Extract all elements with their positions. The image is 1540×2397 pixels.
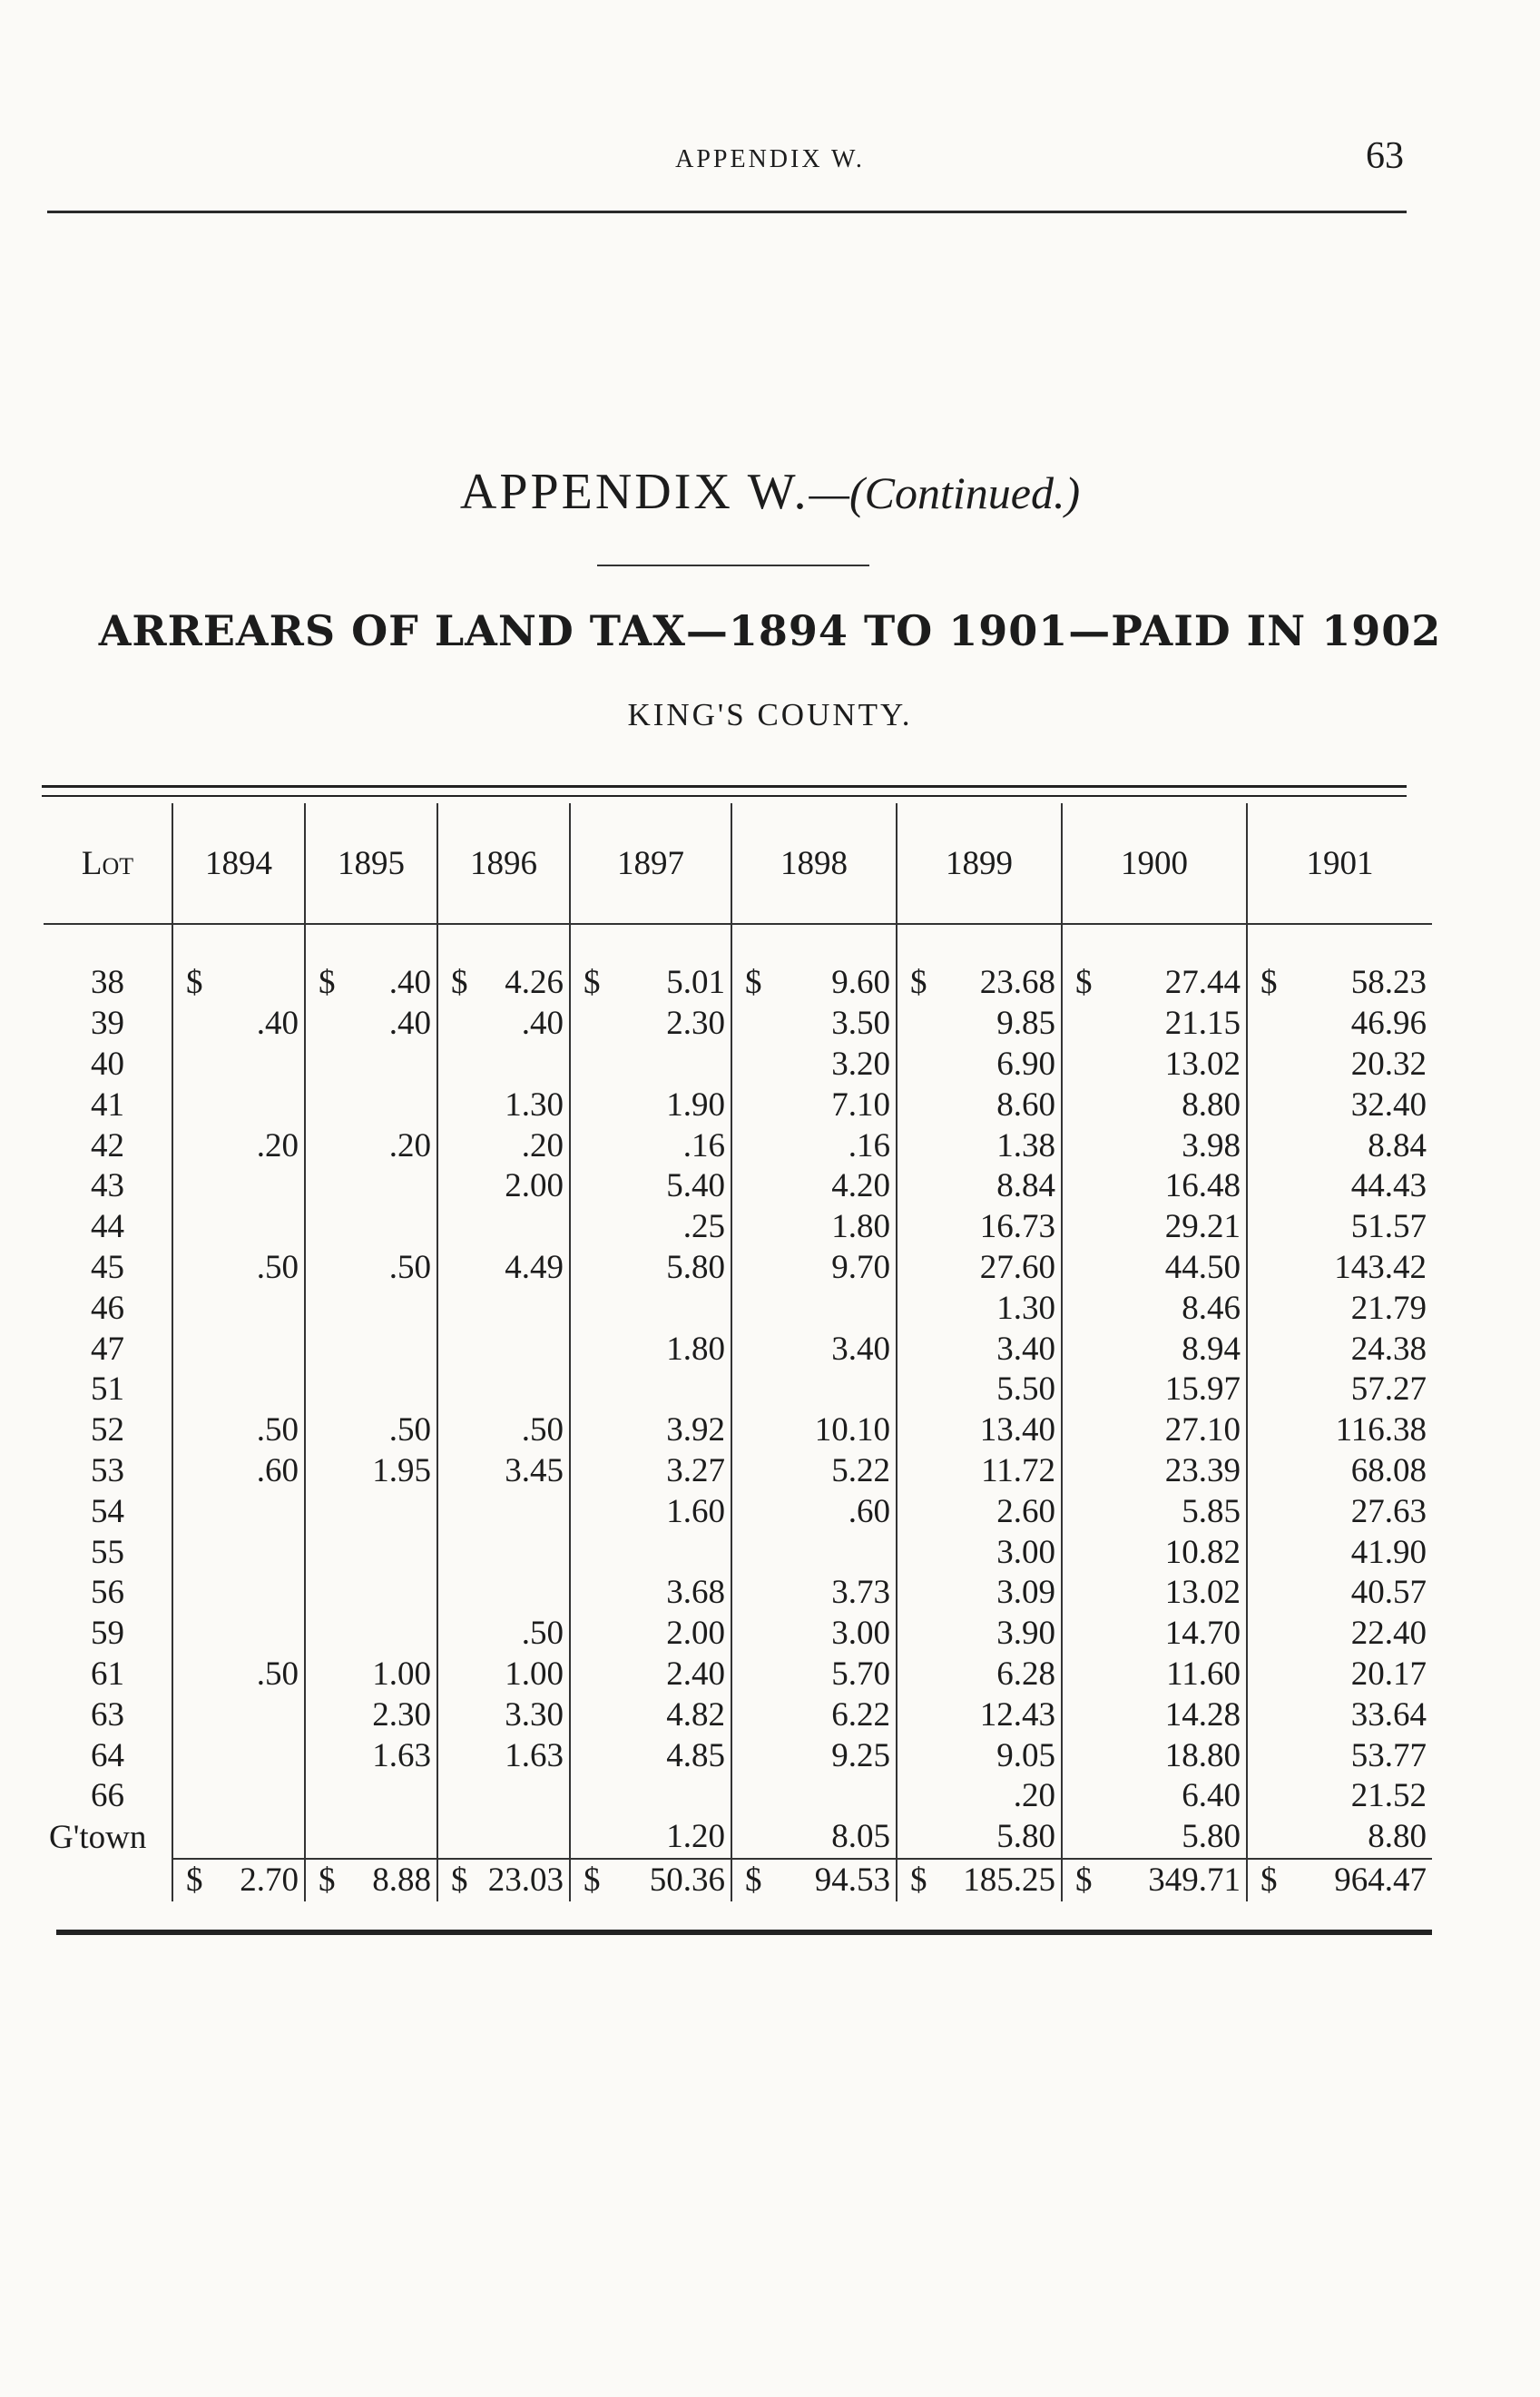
- value-cell: [437, 1207, 570, 1248]
- total-cell: $ 185.25: [897, 1859, 1062, 1901]
- value-cell: 4.20: [731, 1166, 897, 1207]
- value-cell: 27.60: [897, 1248, 1062, 1289]
- value-cell: [172, 1207, 305, 1248]
- table-row: [44, 1045, 1432, 1086]
- lot-cell: 40: [91, 1045, 124, 1083]
- table-row: [44, 1695, 1432, 1735]
- lot-cell: 53: [91, 1451, 124, 1489]
- lot-cell: 59: [91, 1615, 124, 1653]
- value-cell: 9.70: [731, 1248, 897, 1289]
- value-cell: 9.85: [897, 1004, 1062, 1045]
- value-cell: 8.80: [1247, 1817, 1432, 1859]
- value-cell: [305, 1288, 437, 1329]
- value-cell: 24.38: [1247, 1329, 1432, 1370]
- value-cell: 20.17: [1247, 1655, 1432, 1695]
- table-bottom-rule: [56, 1930, 1432, 1935]
- value-cell: 1.90: [570, 1085, 731, 1125]
- lot-cell: 42: [91, 1126, 124, 1164]
- value-cell: 8.94: [1062, 1329, 1247, 1370]
- value-cell: 18.80: [1062, 1735, 1247, 1776]
- value-cell: [305, 1085, 437, 1125]
- value-cell: 41.90: [1247, 1532, 1432, 1573]
- value-cell: 3.98: [1062, 1125, 1247, 1166]
- value-cell: 5.50: [897, 1370, 1062, 1410]
- value-cell: 21.79: [1247, 1288, 1432, 1329]
- table-row: [44, 1207, 1432, 1248]
- value-cell: .50: [437, 1614, 570, 1655]
- value-cell: 3.30: [437, 1695, 570, 1735]
- value-cell: [437, 1045, 570, 1086]
- value-cell: 13.02: [1062, 1573, 1247, 1614]
- value-cell: 5.22: [731, 1451, 897, 1492]
- value-cell: .20: [172, 1125, 305, 1166]
- lot-cell: 64: [91, 1736, 124, 1774]
- value-cell: [305, 1573, 437, 1614]
- table-header-row: [44, 803, 1432, 924]
- value-cell: $ 23.68: [897, 963, 1062, 1004]
- appendix-continued: —(Continued.): [809, 467, 1081, 518]
- value-cell: 23.39: [1062, 1451, 1247, 1492]
- value-cell: 12.43: [897, 1695, 1062, 1735]
- table-row: [44, 1614, 1432, 1655]
- value-cell: 33.64: [1247, 1695, 1432, 1735]
- column-header-1894: 1894: [172, 803, 305, 924]
- value-cell: 4.85: [570, 1735, 731, 1776]
- value-cell: 5.85: [1062, 1491, 1247, 1532]
- column-header-1900: 1900: [1062, 803, 1247, 924]
- value-cell: [570, 1776, 731, 1817]
- value-cell: $ 5.01: [570, 963, 731, 1004]
- arrears-table: [44, 803, 1432, 1901]
- table-top-rule-inner: [42, 795, 1407, 797]
- value-cell: 5.40: [570, 1166, 731, 1207]
- value-cell: 40.57: [1247, 1573, 1432, 1614]
- value-cell: .20: [897, 1776, 1062, 1817]
- lot-cell: 66: [91, 1777, 124, 1815]
- value-cell: [305, 1045, 437, 1086]
- lot-cell: 51: [91, 1370, 124, 1409]
- value-cell: 2.60: [897, 1491, 1062, 1532]
- lot-cell: 41: [91, 1086, 124, 1124]
- table-row: [44, 1817, 1432, 1859]
- lot-cell: 46: [91, 1289, 124, 1327]
- value-cell: [570, 1288, 731, 1329]
- value-cell: .40: [172, 1004, 305, 1045]
- lot-cell: 45: [91, 1248, 124, 1286]
- value-cell: .60: [172, 1451, 305, 1492]
- value-cell: [172, 1695, 305, 1735]
- value-cell: [731, 1370, 897, 1410]
- value-cell: 32.40: [1247, 1085, 1432, 1125]
- value-cell: 22.40: [1247, 1614, 1432, 1655]
- value-cell: .16: [570, 1125, 731, 1166]
- value-cell: 10.82: [1062, 1532, 1247, 1573]
- value-cell: 2.00: [570, 1614, 731, 1655]
- value-cell: .50: [437, 1410, 570, 1451]
- value-cell: 10.10: [731, 1410, 897, 1451]
- value-cell: 3.00: [731, 1614, 897, 1655]
- value-cell: 3.92: [570, 1410, 731, 1451]
- value-cell: [731, 1532, 897, 1573]
- table-row: [44, 1451, 1432, 1492]
- table-row: [44, 1125, 1432, 1166]
- value-cell: 13.02: [1062, 1045, 1247, 1086]
- value-cell: 3.09: [897, 1573, 1062, 1614]
- column-header-1896: 1896: [437, 803, 570, 924]
- table-row: [44, 1735, 1432, 1776]
- value-cell: 21.15: [1062, 1004, 1247, 1045]
- value-cell: [172, 1532, 305, 1573]
- table-row: [44, 1004, 1432, 1045]
- county-subtitle: KING'S COUNTY.: [627, 697, 913, 732]
- value-cell: [172, 1045, 305, 1086]
- value-cell: [305, 1532, 437, 1573]
- lot-cell: 55: [91, 1533, 124, 1571]
- value-cell: .50: [305, 1410, 437, 1451]
- table-row: [44, 1288, 1432, 1329]
- value-cell: 29.21: [1062, 1207, 1247, 1248]
- value-cell: 1.95: [305, 1451, 437, 1492]
- value-cell: 46.96: [1247, 1004, 1432, 1045]
- header-rule: [47, 211, 1407, 213]
- column-header-1898: 1898: [731, 803, 897, 924]
- value-cell: $ .40: [305, 963, 437, 1004]
- value-cell: 1.30: [897, 1288, 1062, 1329]
- value-cell: 1.60: [570, 1491, 731, 1532]
- value-cell: [731, 1288, 897, 1329]
- lot-cell: G'town: [49, 1818, 147, 1856]
- value-cell: 53.77: [1247, 1735, 1432, 1776]
- value-cell: [305, 1370, 437, 1410]
- total-cell: $ 349.71: [1062, 1859, 1247, 1901]
- table-body: [44, 924, 1432, 1901]
- value-cell: [731, 1776, 897, 1817]
- value-cell: [172, 1614, 305, 1655]
- value-cell: [172, 1491, 305, 1532]
- total-cell: $ 8.88: [305, 1859, 437, 1901]
- value-cell: [437, 1370, 570, 1410]
- table-row: [44, 1573, 1432, 1614]
- value-cell: 68.08: [1247, 1451, 1432, 1492]
- value-cell: 4.49: [437, 1248, 570, 1289]
- value-cell: 1.80: [731, 1207, 897, 1248]
- main-title: ARREARS OF LAND TAX—1894 TO 1901—PAID IN 1902: [98, 606, 1442, 655]
- table-row: [44, 963, 1432, 1004]
- value-cell: $ 9.60: [731, 963, 897, 1004]
- value-cell: 3.27: [570, 1451, 731, 1492]
- table-row: [44, 1166, 1432, 1207]
- value-cell: [437, 1288, 570, 1329]
- table-spacer-row: [44, 924, 1432, 963]
- total-cell: $ 964.47: [1247, 1859, 1432, 1901]
- total-cell: $ 23.03: [437, 1859, 570, 1901]
- value-cell: $: [172, 963, 305, 1004]
- value-cell: 20.32: [1247, 1045, 1432, 1086]
- value-cell: 9.05: [897, 1735, 1062, 1776]
- value-cell: .60: [731, 1491, 897, 1532]
- column-header-1897: 1897: [570, 803, 731, 924]
- value-cell: 1.20: [570, 1817, 731, 1859]
- value-cell: 7.10: [731, 1085, 897, 1125]
- table-row: [44, 1370, 1432, 1410]
- title-rule: [597, 565, 869, 566]
- value-cell: 5.80: [1062, 1817, 1247, 1859]
- value-cell: [305, 1166, 437, 1207]
- value-cell: $ 4.26: [437, 963, 570, 1004]
- value-cell: 8.84: [897, 1166, 1062, 1207]
- value-cell: [305, 1614, 437, 1655]
- value-cell: [172, 1573, 305, 1614]
- value-cell: 8.46: [1062, 1288, 1247, 1329]
- table-row: [44, 1329, 1432, 1370]
- value-cell: .20: [437, 1125, 570, 1166]
- value-cell: 3.50: [731, 1004, 897, 1045]
- appendix-title: [0, 463, 1540, 521]
- total-cell: $ 94.53: [731, 1859, 897, 1901]
- value-cell: $ 58.23: [1247, 963, 1432, 1004]
- value-cell: [172, 1370, 305, 1410]
- value-cell: 8.84: [1247, 1125, 1432, 1166]
- value-cell: 44.50: [1062, 1248, 1247, 1289]
- value-cell: 2.30: [570, 1004, 731, 1045]
- value-cell: 2.40: [570, 1655, 731, 1695]
- value-cell: $ 27.44: [1062, 963, 1247, 1004]
- value-cell: 57.27: [1247, 1370, 1432, 1410]
- value-cell: 1.00: [437, 1655, 570, 1695]
- value-cell: 5.80: [897, 1817, 1062, 1859]
- value-cell: [437, 1491, 570, 1532]
- value-cell: 15.97: [1062, 1370, 1247, 1410]
- value-cell: 11.60: [1062, 1655, 1247, 1695]
- value-cell: [437, 1329, 570, 1370]
- value-cell: 143.42: [1247, 1248, 1432, 1289]
- lot-cell: 38: [91, 964, 124, 1002]
- column-header-lot: Lot: [44, 803, 172, 924]
- value-cell: 1.63: [437, 1735, 570, 1776]
- value-cell: 6.28: [897, 1655, 1062, 1695]
- lot-cell: 54: [91, 1492, 124, 1530]
- value-cell: 21.52: [1247, 1776, 1432, 1817]
- value-cell: .50: [172, 1248, 305, 1289]
- value-cell: 44.43: [1247, 1166, 1432, 1207]
- value-cell: .20: [305, 1125, 437, 1166]
- appendix-title-text: APPENDIX W.: [459, 464, 809, 520]
- value-cell: [172, 1817, 305, 1859]
- totals-row: [44, 1859, 1432, 1901]
- value-cell: 27.10: [1062, 1410, 1247, 1451]
- value-cell: [570, 1370, 731, 1410]
- value-cell: 9.25: [731, 1735, 897, 1776]
- column-header-1899: 1899: [897, 803, 1062, 924]
- value-cell: 14.70: [1062, 1614, 1247, 1655]
- value-cell: 5.70: [731, 1655, 897, 1695]
- value-cell: 2.30: [305, 1695, 437, 1735]
- value-cell: [437, 1817, 570, 1859]
- lot-cell: 43: [91, 1167, 124, 1205]
- value-cell: [305, 1817, 437, 1859]
- value-cell: 4.82: [570, 1695, 731, 1735]
- value-cell: [570, 1532, 731, 1573]
- page-number: 63: [1366, 135, 1404, 177]
- value-cell: .50: [305, 1248, 437, 1289]
- value-cell: [172, 1735, 305, 1776]
- running-head: APPENDIX W.: [675, 145, 865, 173]
- value-cell: 1.30: [437, 1085, 570, 1125]
- value-cell: 3.73: [731, 1573, 897, 1614]
- value-cell: 6.40: [1062, 1776, 1247, 1817]
- totals-label-cell: [44, 1859, 172, 1901]
- value-cell: [172, 1288, 305, 1329]
- value-cell: 11.72: [897, 1451, 1062, 1492]
- value-cell: [437, 1532, 570, 1573]
- value-cell: 27.63: [1247, 1491, 1432, 1532]
- value-cell: 8.80: [1062, 1085, 1247, 1125]
- value-cell: 3.68: [570, 1573, 731, 1614]
- value-cell: 6.90: [897, 1045, 1062, 1086]
- lot-cell: 61: [91, 1655, 124, 1693]
- value-cell: 16.73: [897, 1207, 1062, 1248]
- column-header-1895: 1895: [305, 803, 437, 924]
- value-cell: [172, 1329, 305, 1370]
- table-row: [44, 1085, 1432, 1125]
- table-row: [44, 1776, 1432, 1817]
- value-cell: 5.80: [570, 1248, 731, 1289]
- value-cell: 1.38: [897, 1125, 1062, 1166]
- table-top-rule: [42, 785, 1407, 788]
- value-cell: [437, 1573, 570, 1614]
- value-cell: [172, 1166, 305, 1207]
- value-cell: .50: [172, 1655, 305, 1695]
- lot-cell: 47: [91, 1330, 124, 1368]
- value-cell: [172, 1776, 305, 1817]
- value-cell: [570, 1045, 731, 1086]
- value-cell: [172, 1085, 305, 1125]
- table-row: [44, 1655, 1432, 1695]
- table-row: [44, 1248, 1432, 1289]
- value-cell: 3.90: [897, 1614, 1062, 1655]
- lot-cell: 44: [91, 1208, 124, 1246]
- value-cell: [305, 1207, 437, 1248]
- value-cell: 3.00: [897, 1532, 1062, 1573]
- value-cell: 3.20: [731, 1045, 897, 1086]
- value-cell: 3.45: [437, 1451, 570, 1492]
- lot-cell: 39: [91, 1005, 124, 1043]
- value-cell: .16: [731, 1125, 897, 1166]
- value-cell: .50: [172, 1410, 305, 1451]
- table-row: [44, 1491, 1432, 1532]
- value-cell: [437, 1776, 570, 1817]
- table-row: [44, 1410, 1432, 1451]
- value-cell: 116.38: [1247, 1410, 1432, 1451]
- lot-cell: 63: [91, 1695, 124, 1734]
- value-cell: 3.40: [731, 1329, 897, 1370]
- table-row: [44, 1532, 1432, 1573]
- value-cell: 8.05: [731, 1817, 897, 1859]
- value-cell: [305, 1491, 437, 1532]
- value-cell: .40: [305, 1004, 437, 1045]
- lot-cell: 56: [91, 1574, 124, 1612]
- value-cell: .25: [570, 1207, 731, 1248]
- value-cell: [305, 1329, 437, 1370]
- total-cell: $ 2.70: [172, 1859, 305, 1901]
- total-cell: $ 50.36: [570, 1859, 731, 1901]
- value-cell: 13.40: [897, 1410, 1062, 1451]
- value-cell: 1.63: [305, 1735, 437, 1776]
- value-cell: 6.22: [731, 1695, 897, 1735]
- value-cell: [305, 1776, 437, 1817]
- value-cell: 2.00: [437, 1166, 570, 1207]
- value-cell: .40: [437, 1004, 570, 1045]
- lot-cell: 52: [91, 1411, 124, 1449]
- value-cell: 14.28: [1062, 1695, 1247, 1735]
- value-cell: 3.40: [897, 1329, 1062, 1370]
- value-cell: 51.57: [1247, 1207, 1432, 1248]
- value-cell: 8.60: [897, 1085, 1062, 1125]
- value-cell: 1.00: [305, 1655, 437, 1695]
- value-cell: 16.48: [1062, 1166, 1247, 1207]
- column-header-1901: 1901: [1247, 803, 1432, 924]
- value-cell: 1.80: [570, 1329, 731, 1370]
